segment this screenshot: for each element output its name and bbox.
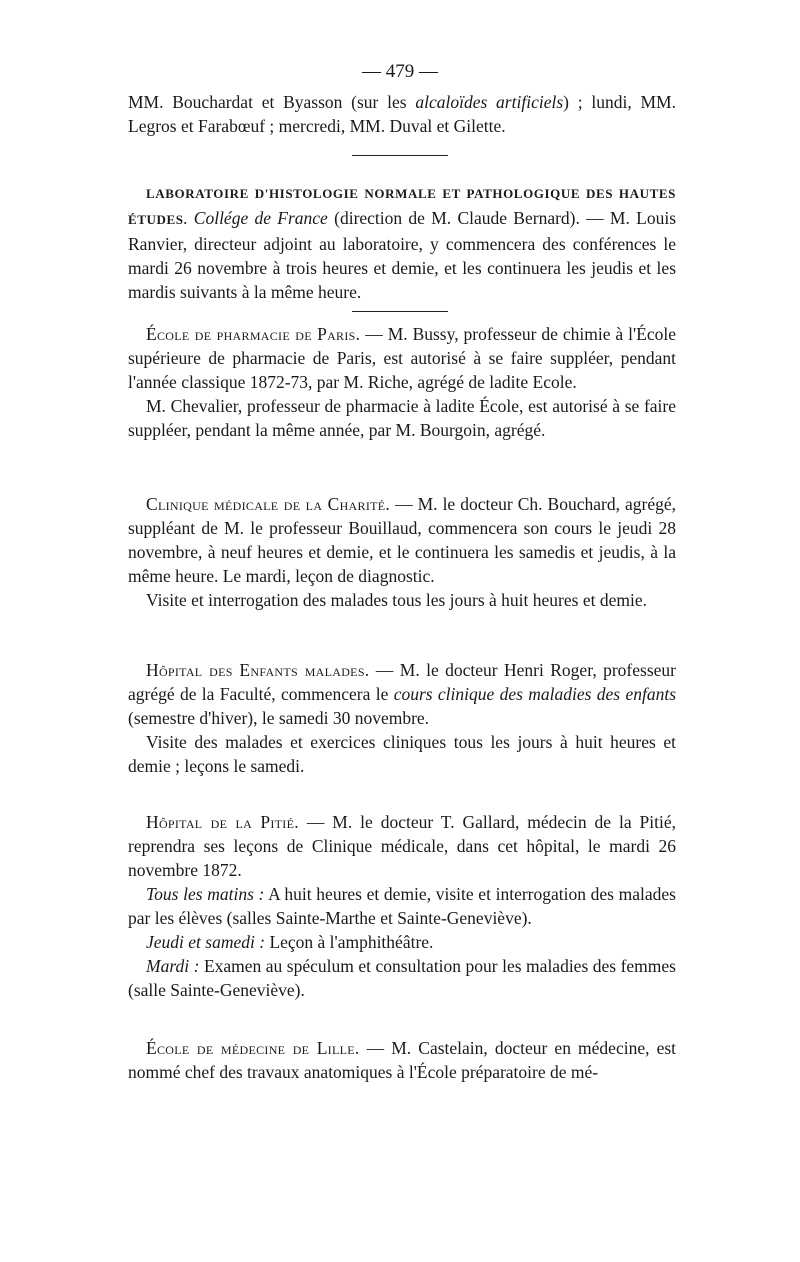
schedule-text: A huit heures et demie, visite et interrogation des malades par les élèves (salles Sainte-Marthe et Sainte-Geneviève). bbox=[128, 884, 676, 928]
schedule-text: Examen au spéculum et consultation pour les maladies des femmes (salle Sainte-Geneviève). bbox=[128, 956, 676, 1000]
divider bbox=[352, 311, 448, 312]
section-pharmacie bbox=[128, 322, 676, 442]
section-text: — M. Bussy, professeur de chimie à l'École supérieure de pharmacie de Paris, est autorisé à se faire suppléer, pendant l'année classique 1872-73, par M. Riche, agrégé de ladite Ecole. bbox=[128, 324, 676, 392]
intro-italic: alcaloïdes artificiels bbox=[415, 92, 564, 112]
schedule-label: Mardi : bbox=[146, 956, 200, 976]
section-lille bbox=[128, 1036, 676, 1084]
intro-text-end: ) ; lundi, MM. Legros et Farabœuf ; mercredi, MM. Duval et Gilette. bbox=[128, 92, 676, 136]
section-heading: École de médecine de Lille. bbox=[146, 1038, 360, 1058]
section-text: — M. le docteur Henri Roger, professeur agrégé de la Faculté, commencera le bbox=[128, 660, 676, 704]
section-text: — M. le docteur Ch. Bouchard, agrégé, suppléant de M. le professeur Bouillaud, commencera son cours le jeudi 28 novembre, à neuf heures et demie, et le continuera les samedis et jeudis, à la même heure. Le mardi, leçon de diagnostic. bbox=[128, 494, 676, 586]
section-text-2: M. Chevalier, professeur de pharmacie à ladite École, est autorisé à se faire suppléer, pendant la même année, par M. Bourgoin, agrégé. bbox=[128, 396, 676, 440]
section-italic: cours clinique des maladies des enfants bbox=[393, 684, 677, 704]
section-heading: Hôpital des Enfants malades. bbox=[146, 660, 370, 680]
section-text: — M. le docteur T. Gallard, médecin de la Pitié, reprendra ses leçons de Clinique médicale, dans cet hôpital, le mardi 26 novembre 1872. bbox=[128, 812, 676, 880]
section-charite bbox=[128, 492, 676, 612]
section-text-end: (semestre d'hiver), le samedi 30 novembre. bbox=[128, 708, 430, 728]
section-heading: LABORATOIRE D'HISTOLOGIE NORMALE ET PATHOLOGIQUE DES HAUTES ÉTUDES. bbox=[128, 186, 676, 227]
divider bbox=[352, 155, 448, 156]
schedule-label: Jeudi et samedi : bbox=[146, 932, 266, 952]
section-text: (direction de M. Claude Bernard). — M. Louis Ranvier, directeur adjoint au laboratoire, y commencera des conférences le mardi 26 novembre à trois heures et demie, et les continuera les jeudis et les mardis suivants à la même heure. bbox=[128, 208, 677, 302]
section-heading: École de pharmacie de Paris. bbox=[146, 324, 361, 344]
section-text: — M. Castelain, docteur en médecine, est nommé chef des travaux anatomiques à l'École préparatoire de mé- bbox=[128, 1038, 677, 1082]
section-laboratoire bbox=[128, 180, 676, 304]
section-pitie bbox=[128, 810, 676, 1002]
intro-text: MM. Bouchardat et Byasson (sur les bbox=[128, 92, 416, 112]
page-number: — 479 — bbox=[362, 61, 438, 82]
section-text-2: Visite des malades et exercices cliniques tous les jours à huit heures et demie ; leçons le samedi. bbox=[128, 732, 676, 776]
section-enfants bbox=[128, 658, 676, 778]
section-heading: Hôpital de la Pitié. bbox=[146, 812, 299, 832]
section-heading: Clinique médicale de la Charité. bbox=[146, 494, 391, 514]
section-italic: Collége de France bbox=[193, 208, 328, 228]
schedule-label: Tous les matins : bbox=[146, 884, 265, 904]
schedule-text: Leçon à l'amphithéâtre. bbox=[265, 932, 434, 952]
section-text-2: Visite et interrogation des malades tous les jours à huit heures et demie. bbox=[146, 590, 647, 610]
paragraph-intro bbox=[128, 90, 676, 138]
